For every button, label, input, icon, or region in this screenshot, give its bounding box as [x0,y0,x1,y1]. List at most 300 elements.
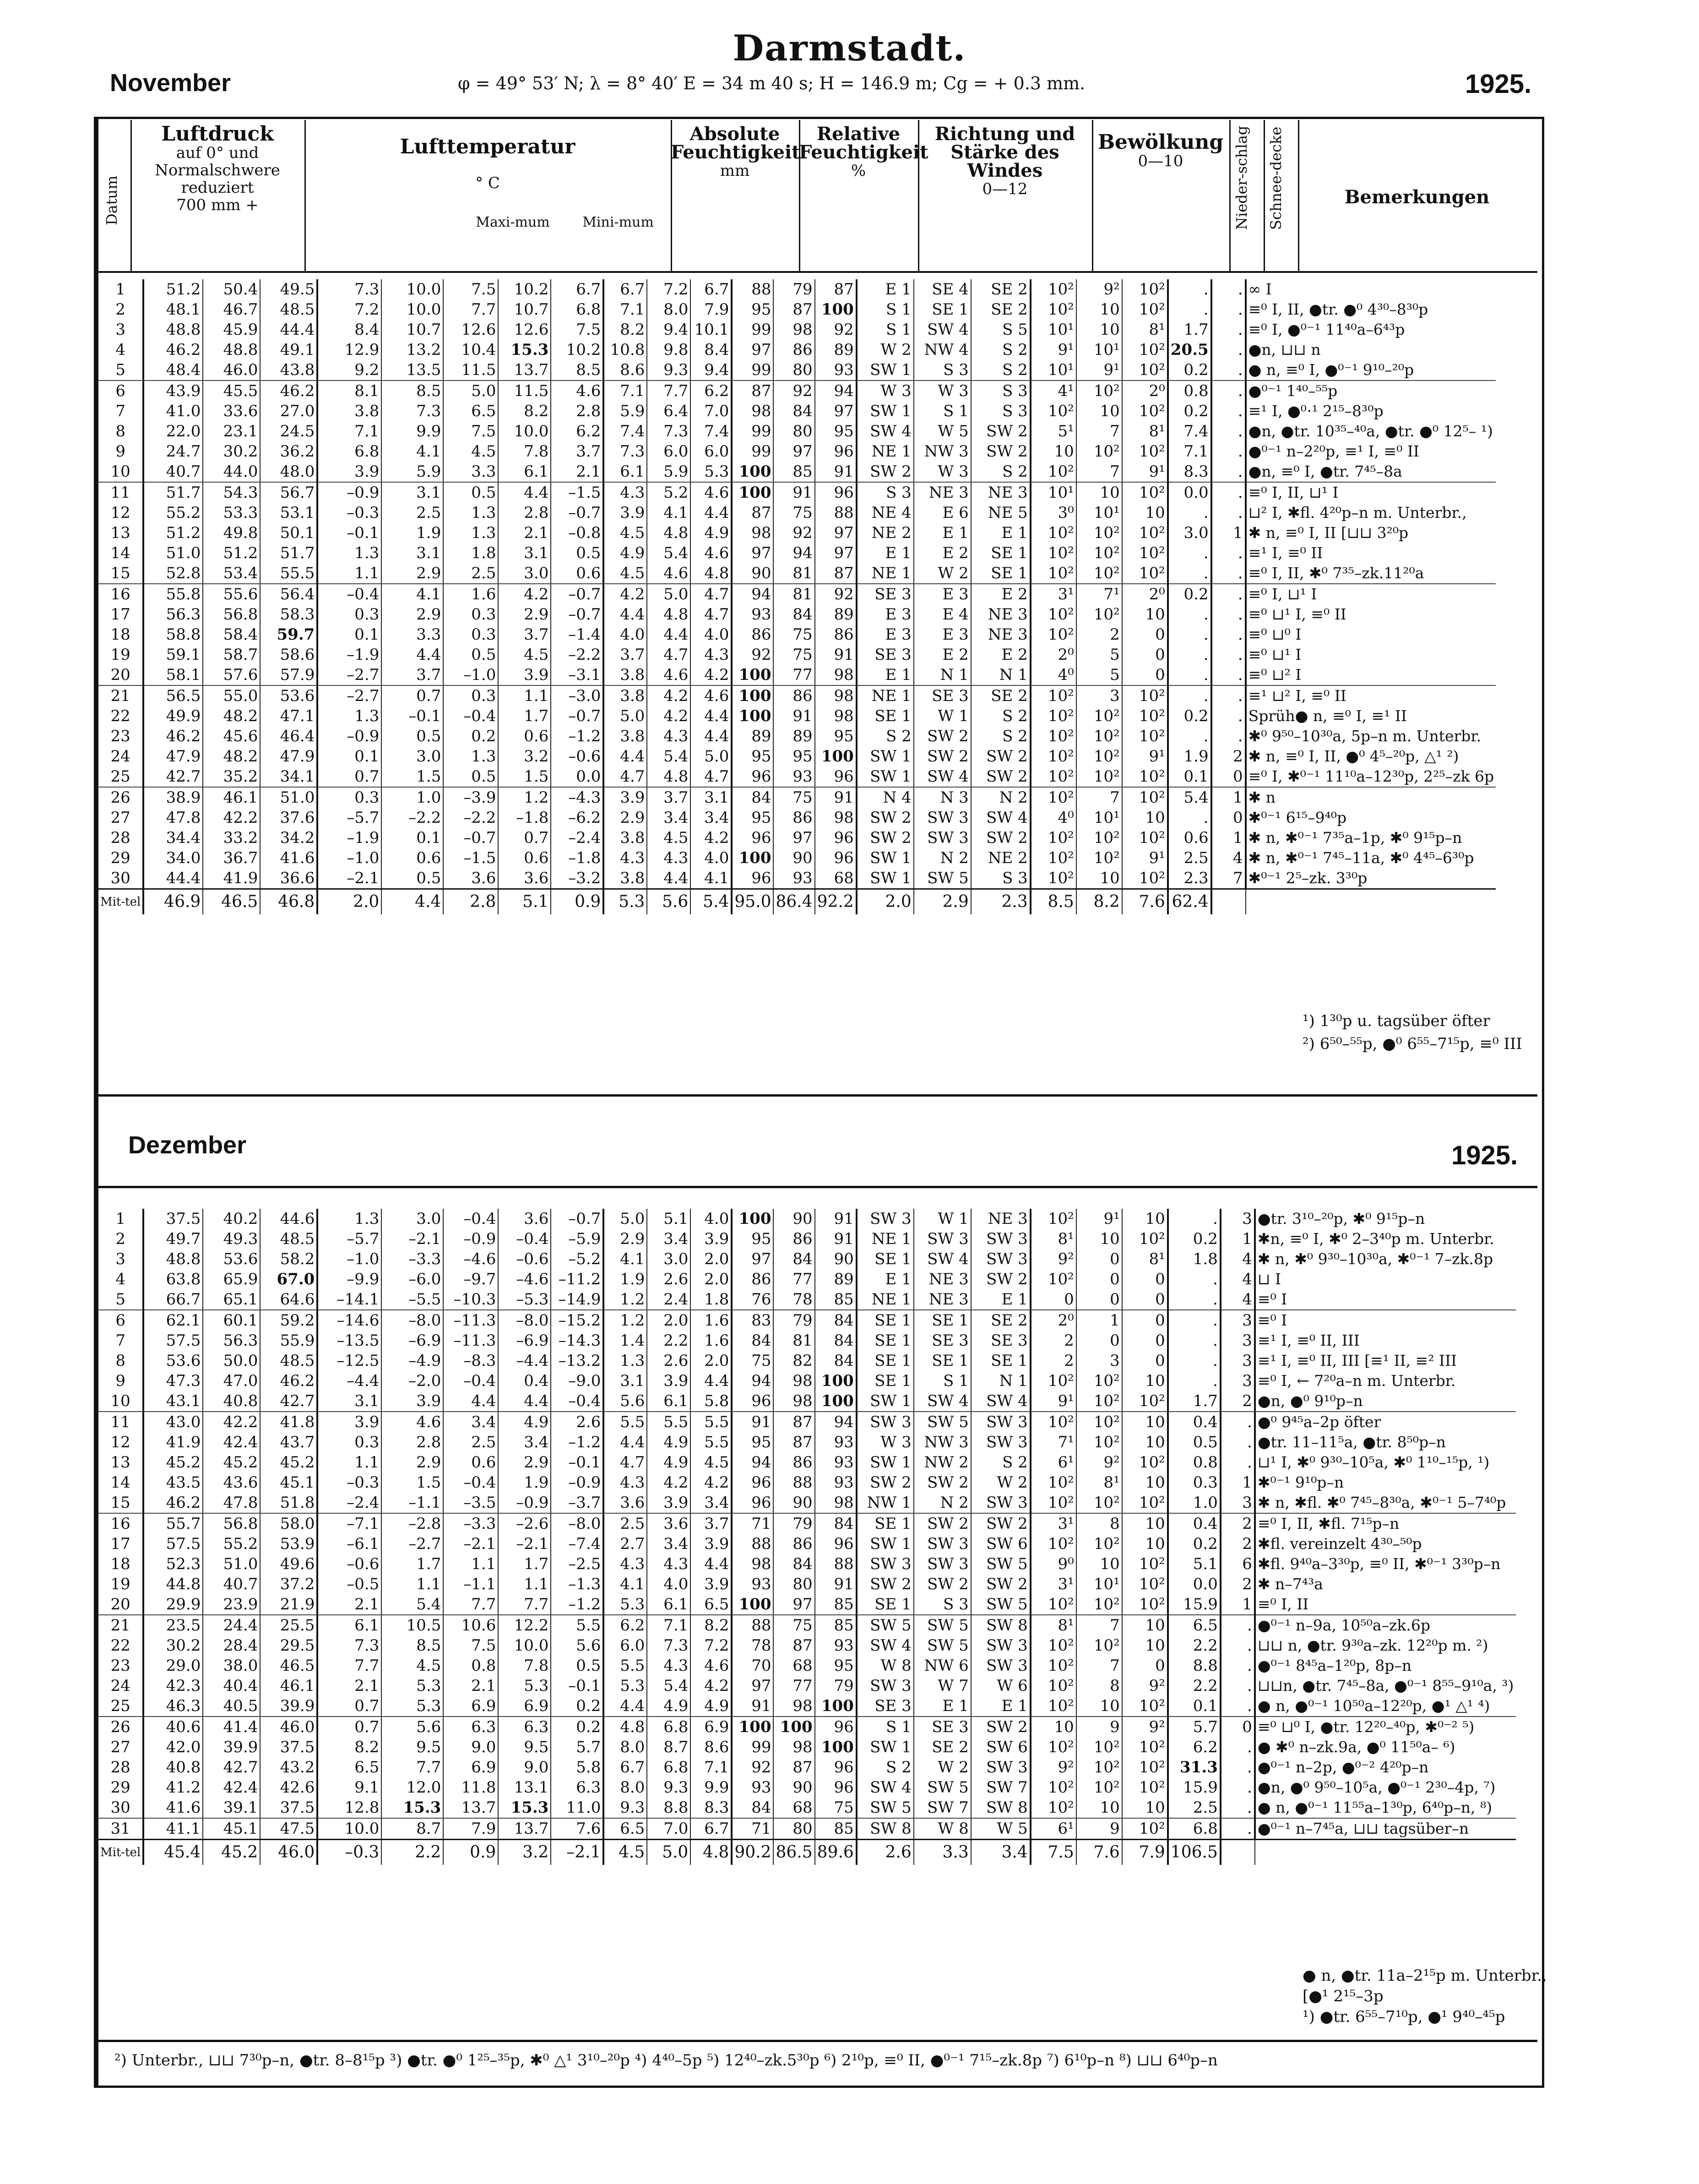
table-cell: 2⁰ [1122,380,1168,401]
table-cell: 7.4 [690,421,732,441]
table-cell: –0.9 [498,1493,551,1513]
table-cell: 99 [732,441,773,462]
table-cell: 10² [1031,1371,1076,1391]
table-cell: 29.5 [260,1635,317,1656]
table-row [98,1574,1516,1594]
table-cell: SE 3 [857,1696,914,1717]
table-cell: 1.9 [381,523,443,543]
table-cell: 6.8 [647,1717,690,1737]
table-cell: 91 [773,706,814,726]
table-cell: . [1221,1452,1255,1472]
table-cell: 6.8 [317,441,381,462]
table-cell: 10¹ [1076,340,1122,360]
table-cell: 77 [773,1269,814,1289]
table-cell: 93 [815,1472,857,1493]
table-cell: 2.9 [603,1229,647,1249]
table-cell: . [1168,604,1211,625]
table-cell: 1.7 [1168,320,1211,340]
table-cell: NW 2 [914,1452,971,1472]
table-cell: . [1168,665,1211,685]
table-cell: . [1221,1432,1255,1452]
table-cell: 88 [732,1534,773,1554]
table-cell: 7.1 [603,380,647,401]
table-cell: 1.7 [498,1554,551,1574]
table-cell: SW 2 [971,1717,1031,1737]
table-cell: 48.5 [260,299,317,320]
table-row [98,1269,1516,1289]
table-cell: 93 [773,868,814,889]
table-cell: 7.1 [690,1757,732,1777]
table-cell: –1.5 [443,848,498,868]
table-cell: 25.5 [260,1615,317,1635]
table-cell: 3.8 [317,401,381,421]
table-cell: 6 [115,382,125,400]
table-cell: 86 [773,1534,814,1554]
table-cell: 4.3 [603,1554,647,1574]
table-cell: 0.2 [1168,584,1211,604]
table-cell: 8¹ [1076,1472,1122,1493]
table-cell: 0.2 [1168,1229,1221,1249]
table-cell: 57.5 [143,1534,203,1554]
table-cell: 3.4 [443,1412,498,1432]
table-cell: ≡⁰ I, ●⁰⁻¹ 11⁴⁰a–6⁴³p [1246,320,1496,340]
table-cell: 0.2 [1168,1534,1221,1554]
table-cell: 10¹ [1031,360,1076,380]
table-cell: 15.3 [498,340,551,360]
table-cell: SW 4 [914,1249,971,1269]
col-lufttemperatur: Lufttemperatur ° C [400,135,575,192]
table-cell: 21 [110,687,130,705]
table-cell: 49.7 [143,1229,203,1249]
table-cell: –4.6 [498,1269,551,1289]
table-cell: 23.5 [143,1615,203,1635]
table-cell: SW 2 [971,766,1031,787]
table-cell: –1.2 [551,1594,603,1615]
table-cell: –0.9 [317,726,381,746]
table-cell: 76 [732,1289,773,1310]
table-cell: 0.8 [1168,380,1211,401]
table-cell: 86 [773,685,814,706]
table-cell: ≡⁰ I [1255,1310,1516,1331]
table-cell: 4.7 [690,584,732,604]
table-cell: 5.3 [603,1676,647,1696]
table-cell: SW 3 [914,1534,971,1554]
table-cell: 3 [1076,1351,1122,1371]
table-cell: 47.3 [143,1371,203,1391]
table-cell: . [1211,482,1246,503]
table-cell: S 2 [971,360,1031,380]
table-cell: 100 [732,848,773,868]
table-cell: 98 [732,523,773,543]
table-row [98,1351,1516,1371]
table-cell: SW 2 [971,1269,1031,1289]
table-cell: 2.9 [498,604,551,625]
table-cell: SW 5 [971,1554,1031,1574]
table-cell: 94 [815,1412,857,1432]
table-cell: . [1168,1331,1221,1351]
table-cell: 97 [732,340,773,360]
table-cell: 9.3 [647,360,690,380]
table-cell: 0 [1122,1289,1168,1310]
table-cell: 15.9 [1168,1777,1221,1798]
table-cell: 48.4 [143,360,203,380]
table-cell: 4⁰ [1031,808,1076,828]
table-cell: 78 [773,1289,814,1310]
table-cell: 98 [773,1391,814,1412]
table-cell: –11.2 [551,1269,603,1289]
table-cell: 10² [1031,726,1076,746]
table-cell: 60.1 [203,1310,260,1331]
table-row [98,1737,1516,1757]
table-cell: 4.4 [603,1696,647,1717]
mittel-cell: 2.0 [317,889,381,915]
table-cell: 9.3 [603,1798,647,1818]
table-cell: 1.6 [443,584,498,604]
table-cell: SW 5 [857,1798,914,1818]
table-cell: SW 3 [857,1554,914,1574]
table-cell: . [1168,299,1211,320]
table-cell: 51.0 [203,1554,260,1574]
table-cell: –0.5 [317,1574,381,1594]
table-row [98,808,1496,828]
col-relative-feuchtigkeit: Relative Feuchtigkeit % [799,123,928,180]
table-cell: 0 [1076,1249,1122,1269]
table-cell: N 1 [971,665,1031,685]
table-cell: 45.9 [203,320,260,340]
table-cell: 91 [773,482,814,503]
table-cell: NE 3 [971,482,1031,503]
table-cell: 9.1 [317,1777,381,1798]
table-cell: ●⁰⁻¹ n–2p, ●⁰⁻² 4²⁰p–n [1255,1757,1516,1777]
table-row [98,1472,1516,1493]
table-cell: 1 [1211,828,1246,848]
col-bewoelkung: Bewölkung 0—10 [1097,130,1224,170]
table-cell: –8.0 [551,1513,603,1534]
table-cell: 10.6 [443,1615,498,1635]
table-cell: 100 [732,706,773,726]
table-cell: 6.8 [647,1757,690,1777]
table-cell: 96 [732,766,773,787]
table-cell: 7.7 [381,1757,443,1777]
table-cell: 22 [110,707,130,725]
table-cell: 23.1 [203,421,260,441]
table-row [98,1412,1516,1432]
table-cell: –2.7 [381,1534,443,1554]
table-cell: –1.3 [551,1574,603,1594]
table-cell: 81 [773,563,814,584]
table-row [98,1534,1516,1554]
table-cell: 10 [1076,482,1122,503]
table-cell: 56.8 [203,1513,260,1534]
table-cell: 97 [732,543,773,563]
table-cell: 10² [1031,766,1076,787]
table-cell: 38.9 [143,787,203,808]
table-cell: ⊔² I, ✱fl. 4²⁰p–n m. Unterbr., [1246,503,1496,523]
table-cell: 8.7 [381,1818,443,1840]
table-cell: 7.5 [443,279,498,299]
table-cell: 0.1 [1168,1696,1221,1717]
table-cell: 95 [815,726,857,746]
table-cell: 10² [1031,1676,1076,1696]
col-bemerkungen: Bemerkungen [1344,186,1490,208]
table-cell: –1.0 [317,848,381,868]
mittel-cell: 5.6 [647,889,690,915]
table-cell: 26 [110,1718,130,1736]
table-cell: . [1168,543,1211,563]
table-cell: –0.6 [551,746,603,766]
table-cell: 93 [815,360,857,380]
table-cell: SE 2 [971,279,1031,299]
table-row [98,360,1496,380]
table-cell: 91 [732,1412,773,1432]
table-cell: ∞ I [1246,279,1496,299]
table-cell: 1.1 [443,1554,498,1574]
table-cell: 64.6 [260,1289,317,1310]
table-cell: . [1211,340,1246,360]
table-cell: 4.4 [603,1432,647,1452]
table-cell: 10.2 [551,340,603,360]
table-cell: 5.3 [381,1676,443,1696]
table-cell: 3.9 [317,1412,381,1432]
table-cell: 6¹ [1031,1452,1076,1472]
table-cell: 3.9 [498,665,551,685]
table-cell: SW 2 [857,462,914,482]
table-cell: SE 1 [914,1351,971,1371]
table-cell: SW 2 [914,1574,971,1594]
table-cell: SW 2 [971,1574,1031,1594]
table-cell: 9² [1076,279,1122,299]
table-cell: 50.0 [203,1351,260,1371]
table-row [98,726,1496,746]
table-cell: 84 [773,604,814,625]
year-label-top: 1925. [1465,69,1532,99]
mittel-cell: 4.8 [690,1840,732,1865]
mittel-cell: 86.5 [773,1840,814,1865]
mittel-cell: 3.2 [498,1840,551,1865]
table-cell: SE 3 [857,645,914,665]
table-cell: N 4 [857,787,914,808]
table-cell: 96 [732,828,773,848]
table-cell: SE 1 [971,543,1031,563]
table-cell: 94 [773,543,814,563]
table-cell: . [1211,665,1246,685]
table-cell: 0.0 [1168,1574,1221,1594]
table-cell: 46.1 [260,1676,317,1696]
table-cell: 5 [98,1289,143,1310]
table-cell: 21.9 [260,1594,317,1615]
mittel-cell: Mit-tel [98,1840,143,1865]
table-cell: 10² [1122,1229,1168,1249]
table-cell: –1.8 [498,808,551,828]
table-cell: 91 [815,645,857,665]
table-cell: SW 2 [914,726,971,746]
table-cell: 4.8 [603,1717,647,1737]
table-cell: 51.7 [143,482,203,503]
table-cell: 10 [1122,1798,1168,1818]
table-cell: 48.8 [203,340,260,360]
table-cell: 4.2 [690,1676,732,1696]
table-cell: 94 [815,380,857,401]
table-cell: 94 [732,1452,773,1472]
table-cell: 5.3 [498,1676,551,1696]
table-cell: 47.9 [260,746,317,766]
table-cell: 5.5 [603,1412,647,1432]
table-cell: 10² [1031,828,1076,848]
table-cell: 83 [732,1310,773,1331]
table-cell: 2.1 [551,462,603,482]
mittel-cell: 46.9 [143,889,203,915]
table-cell: 4.4 [381,645,443,665]
table-cell: 3.6 [498,868,551,889]
table-cell: 98 [773,1696,814,1717]
table-cell: ≡¹ I, ●⁰⋅¹ 2¹⁵–8³⁰p [1246,401,1496,421]
table-cell: 0 [1122,1331,1168,1351]
table-cell: 10 [1122,1635,1168,1656]
table-cell: 2 [1221,1574,1255,1594]
table-cell: 1.3 [317,1209,381,1229]
table-cell: 1.6 [690,1331,732,1351]
table-cell: 3.1 [381,543,443,563]
table-cell: 85 [815,1818,857,1840]
table-cell: 3.8 [603,665,647,685]
mittel-cell: 5.3 [603,889,647,915]
table-cell: 4.5 [381,1656,443,1676]
table-cell: SE 1 [857,1594,914,1615]
table-cell: 100 [732,665,773,685]
table-cell: SW 3 [971,1656,1031,1676]
table-cell: . [1211,299,1246,320]
table-cell: 52.3 [143,1554,203,1574]
table-cell: SE 2 [971,685,1031,706]
table-cell: 58.4 [203,625,260,645]
table-cell: ● n, ≡⁰ I, ●⁰⁻¹ 9¹⁰–²⁰p [1246,360,1496,380]
table-cell: 8¹ [1122,320,1168,340]
mittel-cell: 3.4 [971,1840,1031,1865]
table-cell: 97 [773,1594,814,1615]
table-cell: –3.7 [551,1493,603,1513]
table-cell: 2 [1221,1534,1255,1554]
table-cell: 1.8 [443,543,498,563]
table-cell: 55.6 [203,584,260,604]
table-cell: 8 [1076,1676,1122,1696]
table-cell: 5.3 [603,1594,647,1615]
table-cell: 0.8 [1168,1452,1221,1472]
table-cell: 6.0 [690,441,732,462]
table-cell: 44.0 [203,462,260,482]
table-cell: 59.2 [260,1310,317,1331]
table-cell: 6.3 [443,1717,498,1737]
table-cell: 7 [1076,421,1122,441]
table-cell: 100 [815,1737,857,1757]
table-cell: 1.7 [1168,1391,1221,1412]
table-cell: 10² [1076,1371,1122,1391]
table-cell: 24.5 [260,421,317,441]
table-cell: ⊔⊔ n, ●tr. 9³⁰a–zk. 12²⁰p m. ²) [1255,1635,1516,1656]
table-cell: 4.2 [690,1472,732,1493]
table-cell: 3 [1221,1331,1255,1351]
table-cell: 55.9 [260,1331,317,1351]
table-cell: 0.2 [1168,360,1211,380]
table-cell: 45.5 [203,380,260,401]
table-cell: SW 7 [914,1798,971,1818]
table-cell: ● n, ●⁰⁻¹ 10⁵⁰a–12²⁰p, ●¹ △¹ ⁴) [1255,1696,1516,1717]
table-cell: 5.8 [690,1391,732,1412]
table-cell: 2 [115,1230,125,1248]
table-cell: N 2 [914,1493,971,1513]
table-cell: . [1211,685,1246,706]
table-cell: 4.6 [381,1412,443,1432]
table-cell: 19 [110,646,130,664]
table-cell: 55.2 [143,503,203,523]
table-cell: 7.3 [381,401,443,421]
table-cell: –1.1 [381,1493,443,1513]
table-cell: . [1168,1310,1221,1331]
table-cell: 10² [1076,1635,1122,1656]
table-cell: ✱⁰⁻¹ 2⁵–zk. 3³⁰p [1246,868,1496,889]
table-cell: 1.8 [690,1289,732,1310]
table-cell: W 2 [971,1472,1031,1493]
table-row [98,1289,1516,1310]
table-cell: 1.9 [603,1269,647,1289]
table-cell: 3.7 [647,787,690,808]
table-cell: 46.4 [260,726,317,746]
table-cell: 7.3 [647,421,690,441]
table-cell: 18 [110,1555,130,1573]
table-cell: 40.4 [203,1676,260,1696]
table-cell: 65.9 [203,1269,260,1289]
table-cell: 4 [1221,1269,1255,1289]
table-cell: 56.3 [143,604,203,625]
table-cell: . [1211,726,1246,746]
table-row [98,625,1496,645]
table-cell: SE 3 [971,1331,1031,1351]
table-cell: ≡⁰ I, II, ✱⁰ 7³⁵–zk.11²⁰a [1246,563,1496,584]
table-cell: 1 [1221,1472,1255,1493]
table-cell: 7 [1076,462,1122,482]
table-cell: 46.0 [203,360,260,380]
table-cell: 3.9 [647,1493,690,1513]
table-row [98,1371,1516,1391]
table-cell: NE 3 [971,625,1031,645]
table-cell: 96 [732,868,773,889]
mittel-cell: 46.0 [260,1840,317,1865]
table-cell: 33.6 [203,401,260,421]
table-cell: N 1 [971,1371,1031,1391]
table-cell: 93 [815,1635,857,1656]
table-cell: 8.2 [603,320,647,340]
table-cell: 90 [773,848,814,868]
table-cell: 34.0 [143,848,203,868]
table-cell: 78 [732,1635,773,1656]
table-cell: 17 [110,1535,130,1553]
table-cell: 46.3 [143,1696,203,1717]
table-cell: NE 1 [857,1229,914,1249]
table-row [98,746,1496,766]
table-cell: 4.9 [690,1696,732,1717]
table-cell: 9 [1076,1818,1122,1840]
table-cell: 0.4 [498,1371,551,1391]
table-cell: 10² [1076,543,1122,563]
table-cell: 8.4 [690,340,732,360]
table-cell: 9² [1122,1717,1168,1737]
table-cell: 3.4 [647,808,690,828]
table-cell: SE 2 [971,1310,1031,1331]
table-cell: 45.2 [143,1452,203,1472]
table-cell: 3.0 [381,746,443,766]
table-cell: 10² [1122,401,1168,421]
table-cell: 4 [1221,1289,1255,1310]
table-cell: 7.3 [603,441,647,462]
